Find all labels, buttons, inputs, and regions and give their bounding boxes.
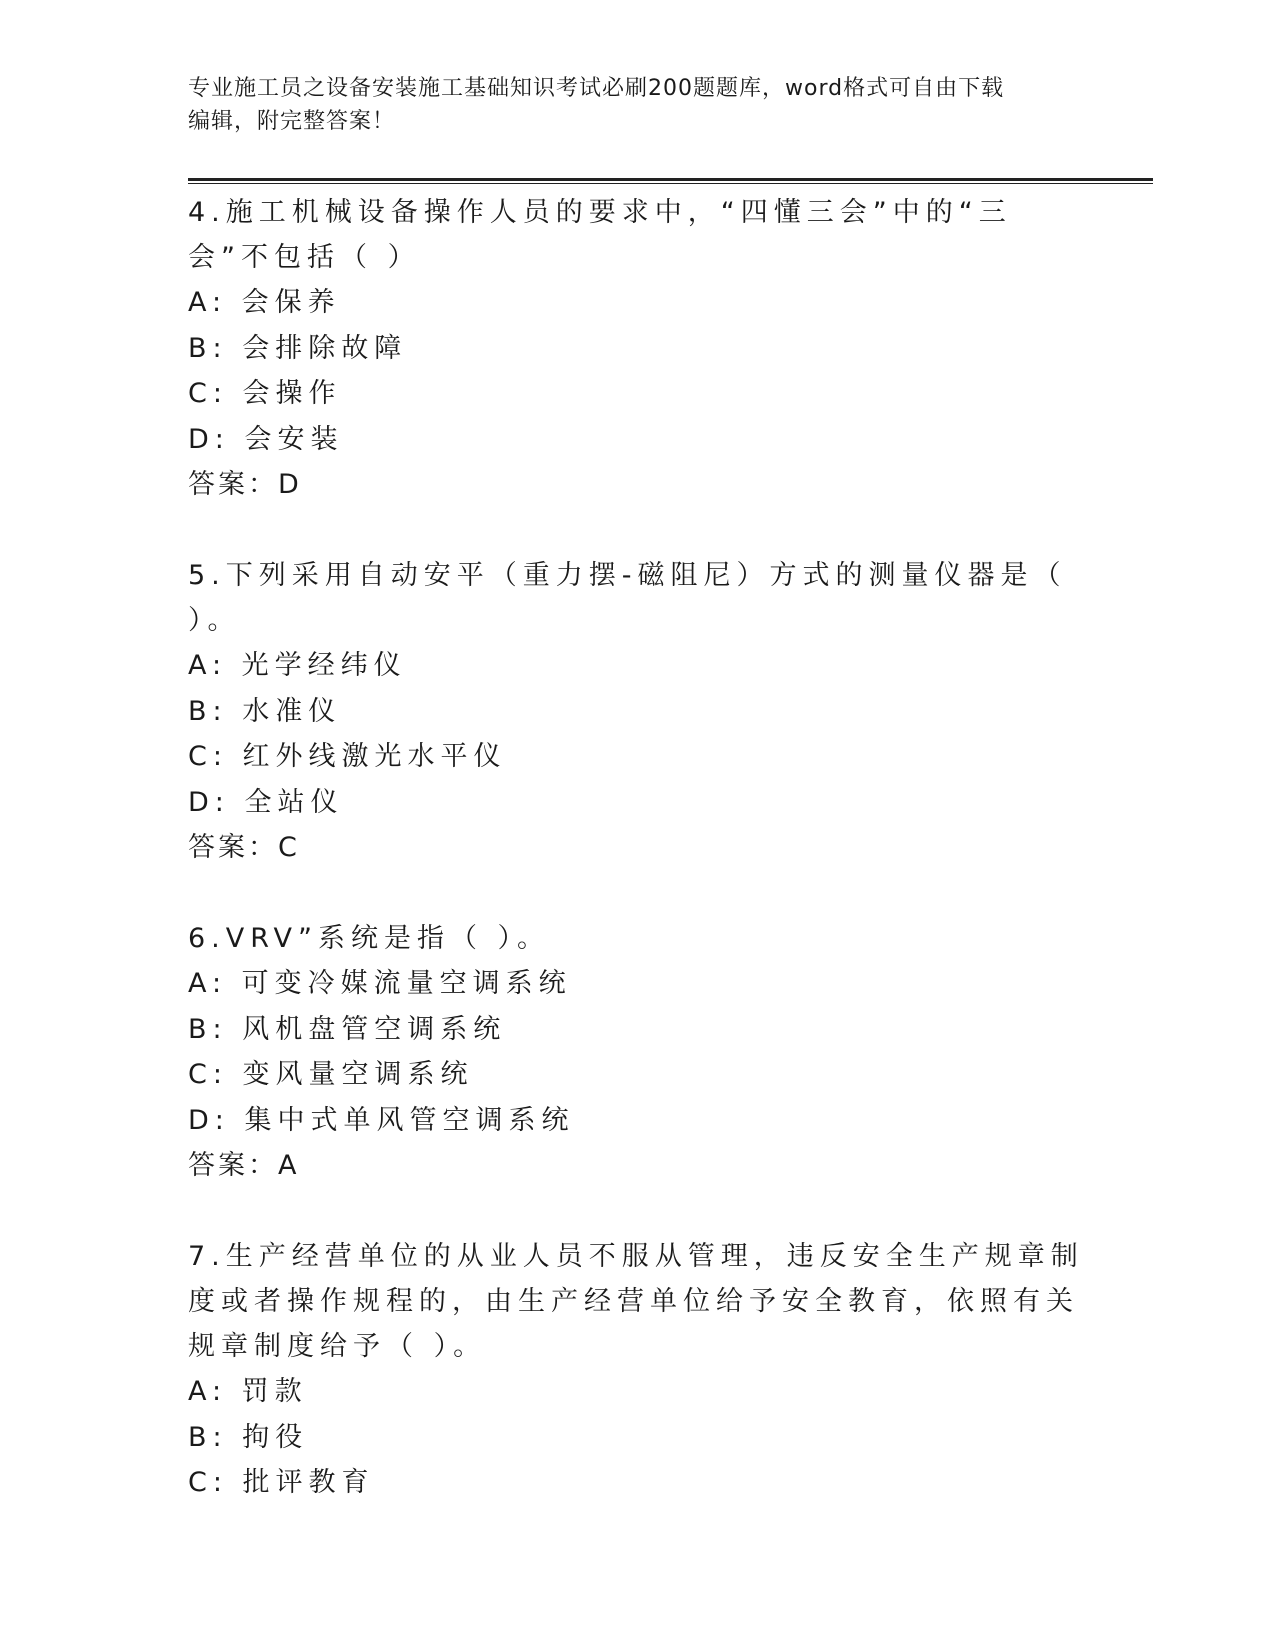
header-title-line-1: 专业施工员之设备安装施工基础知识考试必刷200题题库，word格式可自由下载 xyxy=(188,76,1005,101)
answer-label: 答案：D xyxy=(188,469,302,500)
option-a: A: 会保养 xyxy=(188,287,341,318)
header-divider-thin xyxy=(188,183,1153,184)
question-5 xyxy=(188,553,1088,870)
option-d: D: 会安装 xyxy=(188,423,344,455)
question-list xyxy=(188,190,1088,1552)
option-b: B: 水准仪 xyxy=(188,695,342,727)
option-c: C: 变风量空调系统 xyxy=(188,1059,474,1090)
option-b: B: 会排除故障 xyxy=(188,332,408,364)
question-7 xyxy=(188,1234,1088,1506)
question-stem: 4.施工机械设备操作人员的要求中，“四懂三会”中的“三会”不包括（ ） xyxy=(188,197,1012,273)
answer-label: 答案：A xyxy=(188,1150,300,1181)
header-title-line-2: 编辑，附完整答案！ xyxy=(188,109,396,134)
option-a: A: 罚款 xyxy=(188,1376,308,1407)
question-6 xyxy=(188,916,1088,1188)
option-a: A: 光学经纬仪 xyxy=(188,650,407,681)
option-d: D: 集中式单风管空调系统 xyxy=(188,1104,575,1136)
option-b: B: 拘役 xyxy=(188,1421,309,1453)
option-b: B: 风机盘管空调系统 xyxy=(188,1013,507,1045)
option-a: A: 可变冷媒流量空调系统 xyxy=(188,968,572,999)
option-c: C: 批评教育 xyxy=(188,1467,375,1498)
question-4 xyxy=(188,190,1088,507)
answer-label: 答案：C xyxy=(188,832,300,863)
header-divider-thick xyxy=(188,178,1153,181)
option-c: C: 红外线激光水平仪 xyxy=(188,741,507,772)
option-d: D: 全站仪 xyxy=(188,786,344,818)
document-header xyxy=(188,72,1068,138)
question-stem: 6.VRV”系统是指（ ）。 xyxy=(188,923,551,954)
question-stem: 5.下列采用自动安平（重力摆-磁阻尼）方式的测量仪器是（ ）。 xyxy=(188,560,1067,636)
question-stem: 7.生产经营单位的从业人员不服从管理，违反安全生产规章制度或者操作规程的，由生产经营单位给予安全教育，依照有关规章制度给予（ ）。 xyxy=(188,1241,1084,1362)
option-c: C: 会操作 xyxy=(188,378,342,409)
